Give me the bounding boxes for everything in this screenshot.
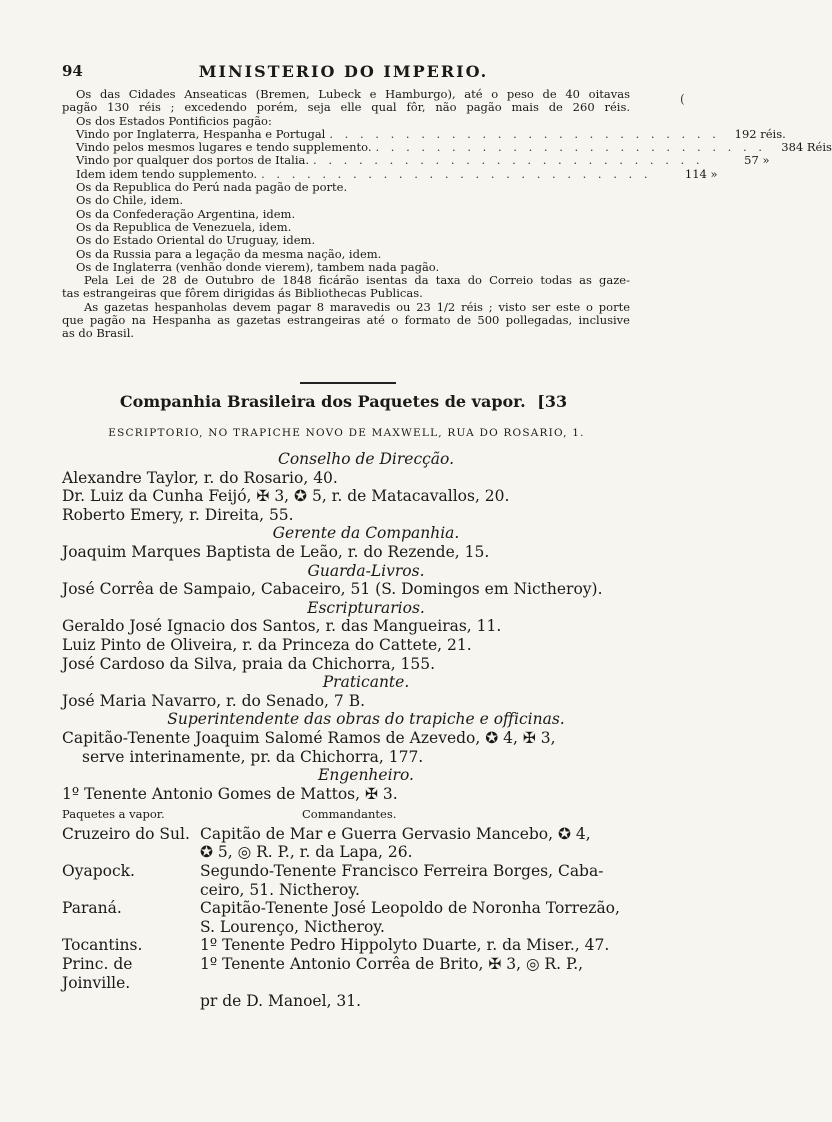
clerk-entry: Geraldo José Ignacio dos Santos, r. das Mangueiras, 11. <box>62 617 502 636</box>
ship-commander: Capitão-Tenente José Leopoldo de Noronha Torrezão, <box>200 899 620 918</box>
superintendent-entry: Capitão-Tenente Joaquim Salomé Ramos de Azevedo, ✪ 4, ✠ 3, <box>62 728 556 747</box>
exempt-line: Os da Russia para a legação da mesma nação, idem. <box>76 246 382 261</box>
ship-commander: Capitão de Mar e Guerra Gervasio Mancebo, ✪ 4, <box>200 824 591 843</box>
ship-row <box>62 862 630 881</box>
ship-name: Paraná. <box>62 899 122 918</box>
section-heading: Superintendente das obras do trapiche e officinas. <box>167 710 565 729</box>
company-title: Companhia Brasileira dos Paquetes de vapor. [33 <box>119 392 568 411</box>
rate-row: Vindo por Inglaterra, Hespanha e Portugal . . . . . . . . . . . . . . . . . . . . . . . . . . 192 réis. <box>76 126 786 141</box>
margin-mark: ( <box>680 92 685 106</box>
ship-commander: Segundo-Tenente Francisco Ferreira Borges, Caba- <box>200 862 604 881</box>
ship-name: Princ. de Joinville. <box>62 955 133 992</box>
col-ships: Paquetes a vapor. <box>62 807 165 822</box>
col-commanders: Commandantes. <box>302 807 397 822</box>
ship-row <box>62 899 630 918</box>
running-title: MINISTERIO DO IMPERIO. <box>198 62 489 81</box>
ship-commander-cont: S. Lourenço, Nictheroy. <box>200 917 385 936</box>
section-heading: Escripturarios. <box>307 598 425 617</box>
law-line-1: Pela Lei de 28 de Outubro de 1848 ficárão isentas da taxa do Correio todas as gaze- <box>84 273 630 288</box>
section-heading: Gerente da Companhia. <box>272 524 460 543</box>
ship-commander-cont: ✪ 5, ◎ R. P., r. da Lapa, 26. <box>200 843 413 862</box>
section-heading: Engenheiro. <box>318 766 414 785</box>
papal-intro: Os dos Estados Pontificios pagão: <box>76 113 272 128</box>
section-heading: Praticante. <box>322 673 410 692</box>
law-line-2: tas estrangeiras que fôrem dirigidas ás Bibliothecas Publicas. <box>62 286 423 301</box>
hanseatic-line-2: pagão 130 réis ; excedendo porém, seja elle qual fôr, não pagão mais de 260 réis. <box>62 100 630 115</box>
ship-commander-cont: ceiro, 51. Nictheroy. <box>200 880 360 899</box>
exempt-line: Os da Republica do Perú nada pagão de porte. <box>76 180 348 195</box>
rate-row: Idem idem tendo supplemento. . . . . . . . . . . . . . . . . . . . . . . . . . . 114 » <box>76 166 718 181</box>
council-member: Dr. Luiz da Cunha Feijó, ✠ 3, ✪ 5, r. de Matacavallos, 20. <box>62 487 510 506</box>
exempt-line: Os do Estado Oriental do Uruguay, idem. <box>76 233 316 248</box>
rates-list <box>62 126 832 181</box>
ship-name: Cruzeiro do Sul. <box>62 824 190 843</box>
ship-commander-cont: pr de D. Manoel, 31. <box>200 992 362 1011</box>
rate-row: Vindo por qualquer dos portos de Italia. . . . . . . . . . . . . . . . . . . . . . . . . . . 57 » <box>76 153 770 168</box>
rate-row: Vindo pelos mesmos lugares e tendo supplemento. . . . . . . . . . . . . . . . . . . . . . . . . . . 384 Réis <box>76 140 832 155</box>
company-ref: [33 <box>537 392 568 411</box>
council-member: Roberto Emery, r. Direita, 55. <box>62 505 294 524</box>
spanish-line-3: as do Brasil. <box>62 326 135 341</box>
exempt-line: Os de Inglaterra (venhão donde vierem), tambem nada pagão. <box>76 259 440 274</box>
exempt-line: Os da Republica de Venezuela, idem. <box>76 219 292 234</box>
bookkeeper-entry: José Corrêa de Sampaio, Cabaceiro, 51 (S. Domingos em Nictheroy). <box>62 580 603 599</box>
ship-row <box>62 936 630 955</box>
ship-name: Oyapock. <box>62 862 135 881</box>
section-heading: Conselho de Direcção. <box>277 450 455 468</box>
company-staff <box>62 450 630 1011</box>
trainee-entry: José Maria Navarro, r. do Senado, 7 B. <box>62 691 366 710</box>
manager-entry: Joaquim Marques Baptista de Leão, r. do Rezende, 15. <box>62 542 490 561</box>
clerk-entry: José Cardoso da Silva, praia da Chichorra, 155. <box>62 654 436 673</box>
ship-name: Tocantins. <box>62 936 143 955</box>
exempt-line: Os da Confederação Argentina, idem. <box>76 206 296 221</box>
superintendent-entry-cont: serve interinamente, pr. da Chichorra, 177. <box>82 747 424 766</box>
engineer-entry: 1º Tenente Antonio Gomes de Mattos, ✠ 3. <box>62 784 398 803</box>
hanseatic-line-1: Os das Cidades Anseaticas (Bremen, Lubeck e Hamburgo), até o peso de 40 oitavas <box>76 87 630 101</box>
ship-row <box>62 955 630 992</box>
postal-notes <box>62 87 832 341</box>
section-heading: Guarda-Livros. <box>307 561 425 580</box>
ship-commander: 1º Tenente Pedro Hippolyto Duarte, r. da Miser., 47. <box>200 936 610 955</box>
page-header <box>62 62 625 82</box>
clerk-entry: Luiz Pinto de Oliveira, r. da Princeza do Cattete, 21. <box>62 635 472 654</box>
section-divider <box>300 382 396 384</box>
company-address: ESCRIPTORIO, NO TRAPICHE NOVO DE MAXWELL, RUA DO ROSARIO, 1. <box>108 427 585 439</box>
ship-commander: 1º Tenente Antonio Corrêa de Brito, ✠ 3, ◎ R. P., <box>200 955 584 974</box>
spanish-line-2: que pagão na Hespanha as gazetas estrangeiras até o formato de 500 pollegadas, inclusive <box>62 313 630 328</box>
spanish-line-1: As gazetas hespanholas devem pagar 8 maravedis ou 23 1/2 réis ; visto ser este o porte <box>84 299 630 314</box>
ship-row <box>62 825 630 844</box>
ships-column-headers <box>62 805 630 824</box>
page-number: 94 <box>62 62 83 80</box>
council-member: Alexandre Taylor, r. do Rosario, 40. <box>62 468 338 487</box>
exempt-line: Os do Chile, idem. <box>76 193 184 208</box>
